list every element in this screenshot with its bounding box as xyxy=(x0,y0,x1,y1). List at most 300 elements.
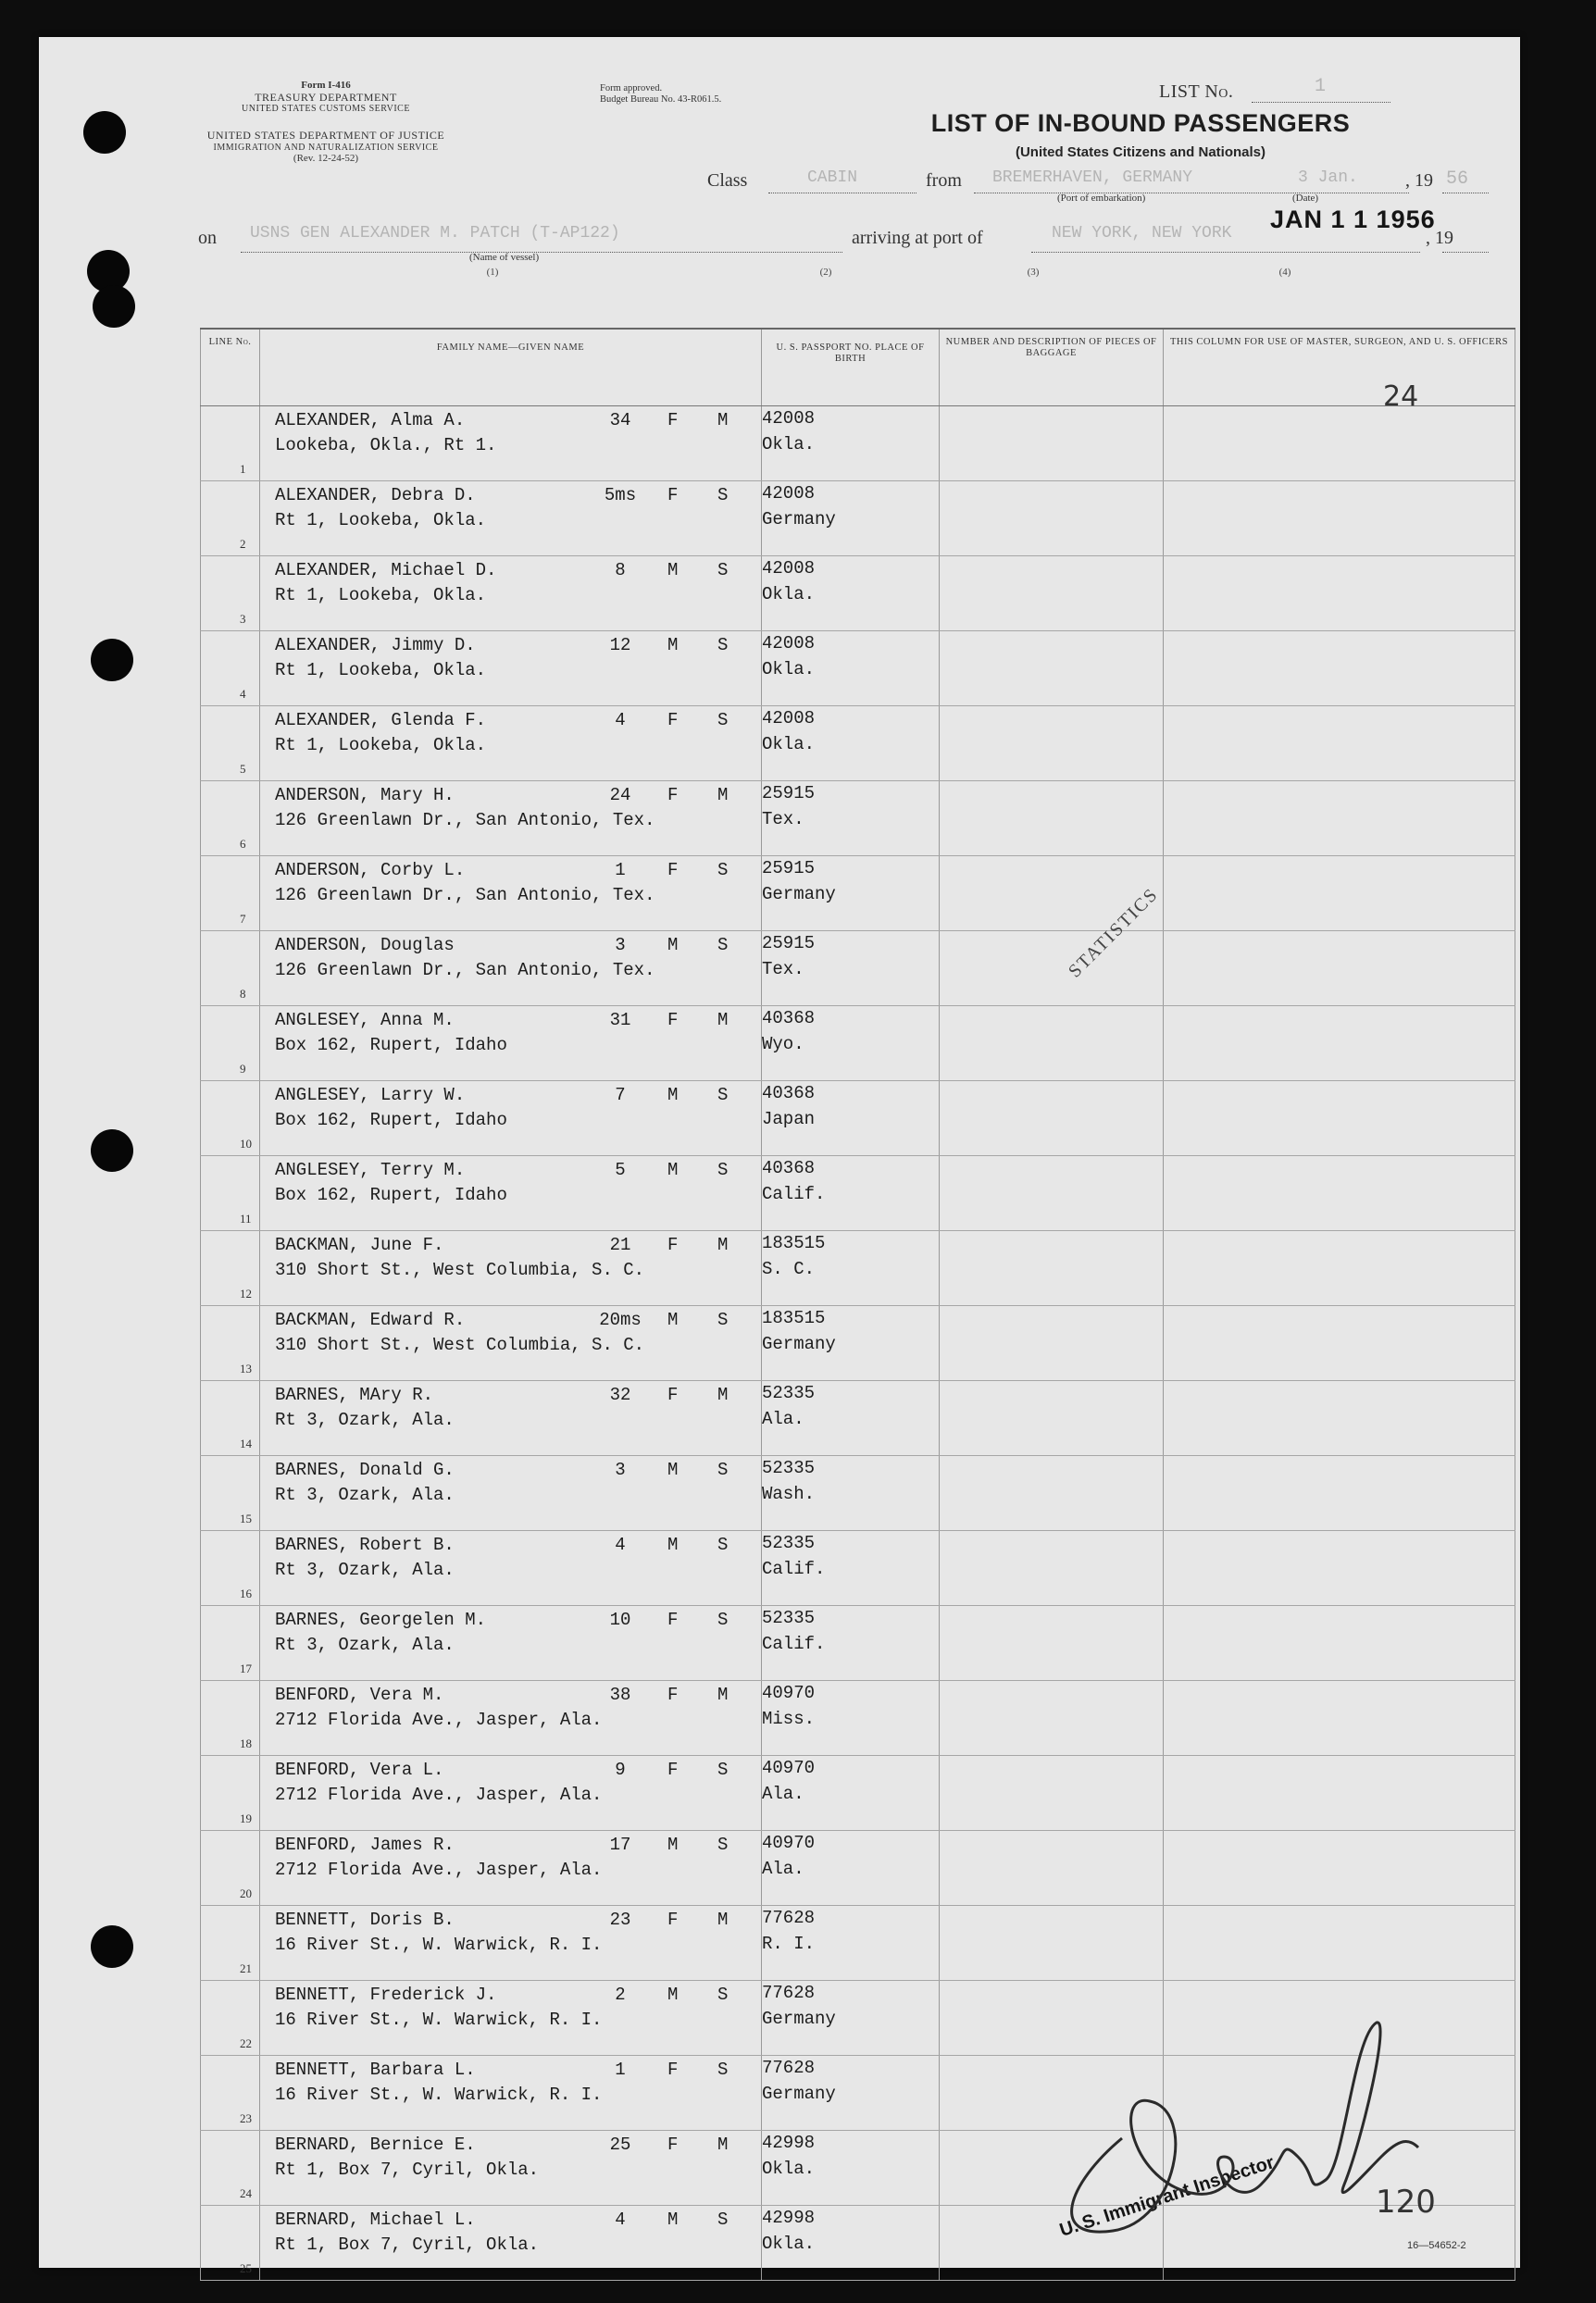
line-number-cell xyxy=(201,1906,260,1981)
line-number-cell xyxy=(201,2056,260,2131)
passenger-address: Rt 3, Ozark, Ala. xyxy=(275,1410,455,1430)
passport-number: 40970 xyxy=(762,1758,816,1778)
line-number-cell xyxy=(201,1756,260,1831)
officers-cell xyxy=(1164,631,1515,706)
passenger-name: ALEXANDER, Glenda F. xyxy=(275,710,487,730)
passport-number: 25915 xyxy=(762,933,816,953)
passenger-address: Box 162, Rupert, Idaho xyxy=(275,1035,507,1055)
name-cell xyxy=(260,1006,762,1081)
passport-cell xyxy=(762,481,940,556)
line-number-cell xyxy=(201,1681,260,1756)
page-subtitle: (United States Citizens and Nationals) xyxy=(1015,144,1266,160)
birthplace: Okla. xyxy=(762,2158,816,2179)
on-label: on xyxy=(198,228,217,248)
line-number-cell xyxy=(201,706,260,781)
line-number-cell xyxy=(201,2131,260,2206)
birthplace: Tex. xyxy=(762,808,804,829)
passport-number: 52335 xyxy=(762,1608,816,1628)
officers-cell xyxy=(1164,1606,1515,1681)
form-code: 16—54652-2 xyxy=(1407,2240,1466,2251)
passenger-sex: F xyxy=(667,1610,679,1630)
passenger-age: 10 xyxy=(609,1610,631,1630)
passenger-age: 21 xyxy=(609,1235,631,1255)
table-row xyxy=(201,406,1515,481)
passport-cell xyxy=(762,406,940,481)
line-number: 1 xyxy=(240,462,246,476)
passport-number: 40970 xyxy=(762,1833,816,1853)
baggage-cell xyxy=(940,556,1164,631)
passenger-sex: F xyxy=(667,860,679,880)
line-number: 16 xyxy=(240,1587,252,1600)
officers-cell xyxy=(1164,1906,1515,1981)
baggage-cell xyxy=(940,1306,1164,1381)
name-cell xyxy=(260,1906,762,1981)
line-number: 15 xyxy=(240,1512,252,1525)
passport-number: 42008 xyxy=(762,408,816,429)
class-value: CABIN xyxy=(807,168,858,187)
passenger-sex: M xyxy=(667,1310,679,1330)
officers-cell xyxy=(1164,481,1515,556)
port-embarkation-caption: (Port of embarkation) xyxy=(1057,193,1146,204)
baggage-cell xyxy=(940,1456,1164,1531)
passport-cell xyxy=(762,931,940,1006)
line-number-cell xyxy=(201,1456,260,1531)
passport-number: 42998 xyxy=(762,2133,816,2153)
passenger-name: ALEXANDER, Alma A. xyxy=(275,410,466,430)
name-cell xyxy=(260,1531,762,1606)
column-caption-2: (2) xyxy=(819,267,832,278)
passenger-sex: F xyxy=(667,410,679,430)
passenger-age: 9 xyxy=(615,1760,626,1780)
line-number-cell xyxy=(201,1831,260,1906)
passenger-name: ALEXANDER, Debra D. xyxy=(275,485,476,505)
line-number: 3 xyxy=(240,612,246,626)
passenger-sex: F xyxy=(667,1760,679,1780)
passenger-name: ANDERSON, Mary H. xyxy=(275,785,455,805)
arriving-label: arriving at port of xyxy=(852,228,983,248)
name-cell xyxy=(260,556,762,631)
punch-hole-6 xyxy=(91,1925,133,1968)
justice-block xyxy=(178,130,474,165)
line-number: 19 xyxy=(240,1811,252,1825)
name-cell xyxy=(260,1456,762,1531)
passport-cell xyxy=(762,2056,940,2131)
arrival-port: NEW YORK, NEW YORK xyxy=(1052,224,1232,243)
passenger-sex: M xyxy=(667,560,679,580)
passenger-age: 31 xyxy=(609,1010,631,1030)
birthplace: S. C. xyxy=(762,1258,816,1279)
passenger-age: 3 xyxy=(615,1460,626,1480)
birthplace: Calif. xyxy=(762,1558,826,1579)
table-row xyxy=(201,1531,1515,1606)
passenger-marital: S xyxy=(717,1610,729,1630)
passenger-address: Rt 1, Lookeba, Okla. xyxy=(275,510,487,530)
birthplace: Ala. xyxy=(762,1408,804,1429)
passenger-name: BENNETT, Frederick J. xyxy=(275,1985,497,2005)
passenger-sex: M xyxy=(667,635,679,655)
line-number: 10 xyxy=(240,1137,252,1151)
passenger-address: Rt 3, Ozark, Ala. xyxy=(275,1560,455,1580)
officers-cell xyxy=(1164,781,1515,856)
passenger-address: 310 Short St., West Columbia, S. C. xyxy=(275,1335,645,1355)
passenger-name: BERNARD, Bernice E. xyxy=(275,2135,476,2155)
passport-number: 52335 xyxy=(762,1533,816,1553)
passenger-address: Rt 3, Ozark, Ala. xyxy=(275,1485,455,1505)
table-row xyxy=(201,1006,1515,1081)
line-number-cell xyxy=(201,1981,260,2056)
passenger-marital: S xyxy=(717,710,729,730)
inspector-stamp: U. S. Immigrant Inspector xyxy=(1057,2152,1278,2241)
table-row xyxy=(201,1456,1515,1531)
passenger-name: ANGLESEY, Terry M. xyxy=(275,1160,466,1180)
name-cell xyxy=(260,481,762,556)
passenger-sex: F xyxy=(667,1910,679,1930)
passenger-sex: M xyxy=(667,935,679,955)
passenger-marital: M xyxy=(717,1910,729,1930)
table-row xyxy=(201,1306,1515,1381)
passport-number: 42008 xyxy=(762,483,816,504)
passport-cell xyxy=(762,1231,940,1306)
baggage-cell xyxy=(940,1381,1164,1456)
line-number-cell xyxy=(201,1531,260,1606)
passenger-marital: S xyxy=(717,560,729,580)
table-row xyxy=(201,1831,1515,1906)
line-number-cell xyxy=(201,931,260,1006)
officers-cell xyxy=(1164,406,1515,481)
punch-hole-5 xyxy=(91,1129,133,1172)
passport-cell xyxy=(762,1381,940,1456)
line-number: 7 xyxy=(240,912,246,926)
passport-cell xyxy=(762,1306,940,1381)
passenger-sex: F xyxy=(667,485,679,505)
passenger-age: 4 xyxy=(615,1535,626,1555)
table-header-row xyxy=(201,329,1515,406)
list-no-value: 1 xyxy=(1315,76,1327,97)
officers-cell xyxy=(1164,1831,1515,1906)
passenger-sex: M xyxy=(667,1535,679,1555)
passport-cell xyxy=(762,706,940,781)
punch-hole-1 xyxy=(83,111,126,154)
birthplace: Okla. xyxy=(762,733,816,754)
name-cell xyxy=(260,2206,762,2281)
name-cell xyxy=(260,1756,762,1831)
passenger-sex: F xyxy=(667,1685,679,1705)
passenger-address: Box 162, Rupert, Idaho xyxy=(275,1185,507,1205)
table-row xyxy=(201,856,1515,931)
passenger-name: ALEXANDER, Michael D. xyxy=(275,560,497,580)
line-number-cell xyxy=(201,1231,260,1306)
passport-number: 52335 xyxy=(762,1458,816,1478)
birthplace: Calif. xyxy=(762,1633,826,1654)
table-row xyxy=(201,931,1515,1006)
vessel-line xyxy=(241,252,842,253)
passenger-name: BERNARD, Michael L. xyxy=(275,2210,476,2230)
passport-cell xyxy=(762,1081,940,1156)
from-label: from xyxy=(926,170,962,191)
passenger-sex: M xyxy=(667,1460,679,1480)
line-number: 17 xyxy=(240,1662,252,1675)
passport-cell xyxy=(762,781,940,856)
table-row xyxy=(201,631,1515,706)
passenger-age: 8 xyxy=(615,560,626,580)
line-number: 12 xyxy=(240,1287,252,1301)
baggage-cell xyxy=(940,1081,1164,1156)
line-number-cell xyxy=(201,1381,260,1456)
passenger-sex: F xyxy=(667,1010,679,1030)
passenger-marital: S xyxy=(717,1085,729,1105)
line-number: 23 xyxy=(240,2111,252,2125)
from-value: BREMERHAVEN, GERMANY xyxy=(992,168,1193,187)
table-row xyxy=(201,1606,1515,1681)
line-number: 18 xyxy=(240,1737,252,1750)
vessel-name: USNS GEN ALEXANDER M. PATCH (T-AP122) xyxy=(250,224,620,243)
dept-justice: UNITED STATES DEPARTMENT OF JUSTICE xyxy=(206,129,445,142)
passenger-address: 16 River St., W. Warwick, R. I. xyxy=(275,1935,603,1955)
baggage-cell xyxy=(940,781,1164,856)
line-number: 2 xyxy=(240,537,246,551)
passenger-name: ANGLESEY, Larry W. xyxy=(275,1085,466,1105)
vessel-caption: (Name of vessel) xyxy=(469,252,540,263)
passenger-age: 5ms xyxy=(604,485,637,505)
passenger-sex: M xyxy=(667,1085,679,1105)
officers-cell xyxy=(1164,1006,1515,1081)
passport-number: 25915 xyxy=(762,783,816,803)
name-cell xyxy=(260,1381,762,1456)
line-number-cell xyxy=(201,1156,260,1231)
name-cell xyxy=(260,2131,762,2206)
line-number-cell xyxy=(201,1606,260,1681)
passport-number: 40368 xyxy=(762,1008,816,1028)
header-passport: U. S. PASSPORT NO. PLACE OF BIRTH xyxy=(762,329,940,406)
name-cell xyxy=(260,1156,762,1231)
passenger-address: 126 Greenlawn Dr., San Antonio, Tex. xyxy=(275,960,655,980)
passenger-marital: M xyxy=(717,1010,729,1030)
passport-cell xyxy=(762,1831,940,1906)
passenger-address: 2712 Florida Ave., Jasper, Ala. xyxy=(275,1785,603,1805)
passenger-name: BENNETT, Barbara L. xyxy=(275,2060,476,2080)
line-number-cell xyxy=(201,1081,260,1156)
name-cell xyxy=(260,1306,762,1381)
passenger-age: 5 xyxy=(615,1160,626,1180)
passenger-sex: F xyxy=(667,710,679,730)
inspector-number: 120 xyxy=(1376,2184,1436,2221)
passenger-marital: S xyxy=(717,2060,729,2080)
name-cell xyxy=(260,2056,762,2131)
column-caption-1: (1) xyxy=(486,267,499,278)
from-year: 56 xyxy=(1446,168,1469,190)
passenger-marital: S xyxy=(717,1760,729,1780)
passenger-marital: S xyxy=(717,1985,729,2005)
name-cell xyxy=(260,706,762,781)
birthplace: Tex. xyxy=(762,958,804,979)
birthplace: Calif. xyxy=(762,1183,826,1204)
approval-block xyxy=(600,83,721,106)
line-number-cell xyxy=(201,1306,260,1381)
passenger-marital: M xyxy=(717,785,729,805)
line-number-cell xyxy=(201,556,260,631)
birthplace: Ala. xyxy=(762,1858,804,1879)
birthplace: R. I. xyxy=(762,1933,816,1954)
passenger-name: BACKMAN, June F. xyxy=(275,1235,444,1255)
passenger-sex: F xyxy=(667,2135,679,2155)
officers-cell xyxy=(1164,1681,1515,1756)
punch-hole-4 xyxy=(91,639,133,681)
passenger-name: ANGLESEY, Anna M. xyxy=(275,1010,455,1030)
line-number-cell xyxy=(201,2206,260,2281)
passenger-age: 7 xyxy=(615,1085,626,1105)
header-officers: THIS COLUMN FOR USE OF MASTER, SURGEON, AND U. S. OFFICERS xyxy=(1164,329,1515,406)
table-row xyxy=(201,1906,1515,1981)
passenger-address: Rt 3, Ozark, Ala. xyxy=(275,1635,455,1655)
birthplace: Okla. xyxy=(762,583,816,604)
passenger-address: Rt 1, Box 7, Cyril, Okla. xyxy=(275,2160,540,2180)
birthplace: Wash. xyxy=(762,1483,816,1504)
birthplace: Germany xyxy=(762,1333,836,1354)
from-year-prefix: , 19 xyxy=(1405,170,1433,191)
birthplace: Germany xyxy=(762,883,836,904)
passenger-address: 126 Greenlawn Dr., San Antonio, Tex. xyxy=(275,885,655,905)
passport-cell xyxy=(762,1606,940,1681)
table-row xyxy=(201,481,1515,556)
passenger-address: Lookeba, Okla., Rt 1. xyxy=(275,435,497,455)
passenger-marital: S xyxy=(717,1460,729,1480)
baggage-cell xyxy=(940,1006,1164,1081)
officers-cell xyxy=(1164,1081,1515,1156)
inspector-signature xyxy=(1011,1999,1437,2259)
passenger-marital: S xyxy=(717,935,729,955)
passport-number: 42008 xyxy=(762,558,816,579)
passenger-sex: M xyxy=(667,1835,679,1855)
birthplace: Japan xyxy=(762,1108,816,1129)
header-name: FAMILY NAME—GIVEN NAME xyxy=(260,329,762,406)
officers-cell xyxy=(1164,1531,1515,1606)
passenger-address: Rt 1, Lookeba, Okla. xyxy=(275,735,487,755)
arrival-date-stamp: JAN 1 1 1956 xyxy=(1270,205,1436,233)
passenger-address: 126 Greenlawn Dr., San Antonio, Tex. xyxy=(275,810,655,830)
passenger-address: Rt 1, Box 7, Cyril, Okla. xyxy=(275,2235,540,2255)
passenger-address: 16 River St., W. Warwick, R. I. xyxy=(275,2085,603,2105)
agency-block xyxy=(182,80,469,115)
officers-cell xyxy=(1164,1156,1515,1231)
table-row xyxy=(201,556,1515,631)
passport-number: 77628 xyxy=(762,2058,816,2078)
officers-cell xyxy=(1164,1456,1515,1531)
birthplace: Okla. xyxy=(762,658,816,679)
officers-cell xyxy=(1164,1306,1515,1381)
passenger-address: Rt 1, Lookeba, Okla. xyxy=(275,585,487,605)
statistics-stamp: STATISTICS xyxy=(1065,883,1163,982)
arrival-year-line xyxy=(1442,252,1489,253)
line-number-cell xyxy=(201,1006,260,1081)
passenger-age: 1 xyxy=(615,860,626,880)
from-date: 3 Jan. xyxy=(1298,168,1358,187)
name-cell xyxy=(260,406,762,481)
line-number: 5 xyxy=(240,762,246,776)
line-number: 8 xyxy=(240,987,246,1001)
officers-cell xyxy=(1164,931,1515,1006)
baggage-cell xyxy=(940,631,1164,706)
passenger-age: 34 xyxy=(609,410,631,430)
line-number: 25 xyxy=(240,2261,252,2275)
passenger-marital: M xyxy=(717,2135,729,2155)
table-row xyxy=(201,781,1515,856)
passenger-marital: S xyxy=(717,485,729,505)
passenger-marital: M xyxy=(717,1685,729,1705)
passenger-name: BARNES, MAry R. xyxy=(275,1385,434,1405)
line-number: 6 xyxy=(240,837,246,851)
passenger-sex: F xyxy=(667,785,679,805)
passenger-age: 20ms xyxy=(599,1310,642,1330)
passenger-name: BARNES, Georgelen M. xyxy=(275,1610,487,1630)
list-no-label: LIST No. xyxy=(1159,81,1234,102)
passport-cell xyxy=(762,1981,940,2056)
list-no-line xyxy=(1252,102,1390,103)
passenger-name: BACKMAN, Edward R. xyxy=(275,1310,466,1330)
name-cell xyxy=(260,1081,762,1156)
baggage-cell xyxy=(940,481,1164,556)
line-number-cell xyxy=(201,481,260,556)
passport-number: 77628 xyxy=(762,1908,816,1928)
baggage-cell xyxy=(940,1756,1164,1831)
name-cell xyxy=(260,631,762,706)
birthplace: Okla. xyxy=(762,2233,816,2254)
line-number-cell xyxy=(201,856,260,931)
passenger-table xyxy=(200,328,1515,2281)
passenger-name: ALEXANDER, Jimmy D. xyxy=(275,635,476,655)
form-revision: (Rev. 12-24-52) xyxy=(293,153,359,165)
birthplace: Miss. xyxy=(762,1708,816,1729)
passenger-age: 32 xyxy=(609,1385,631,1405)
baggage-cell xyxy=(940,706,1164,781)
table-row xyxy=(201,1081,1515,1156)
form-number: Form I-416 xyxy=(301,80,351,91)
table-row xyxy=(201,1381,1515,1456)
baggage-cell xyxy=(940,1906,1164,1981)
officers-cell xyxy=(1164,856,1515,931)
passenger-sex: F xyxy=(667,2060,679,2080)
column-caption-4: (4) xyxy=(1278,267,1291,278)
header-baggage: NUMBER AND DESCRIPTION OF PIECES OF BAGGAGE xyxy=(940,329,1164,406)
table-row xyxy=(201,1681,1515,1756)
passenger-age: 17 xyxy=(609,1835,631,1855)
passenger-name: ANDERSON, Corby L. xyxy=(275,860,466,880)
passenger-age: 38 xyxy=(609,1685,631,1705)
baggage-cell xyxy=(940,1156,1164,1231)
passenger-marital: M xyxy=(717,1235,729,1255)
passport-number: 77628 xyxy=(762,1983,816,2003)
passenger-sex: M xyxy=(667,1985,679,2005)
birthplace: Ala. xyxy=(762,1783,804,1804)
passenger-name: BENFORD, Vera L. xyxy=(275,1760,444,1780)
customs-service: UNITED STATES CUSTOMS SERVICE xyxy=(242,104,410,115)
passenger-name: BENFORD, James R. xyxy=(275,1835,455,1855)
line-number: 9 xyxy=(240,1062,246,1076)
officers-cell xyxy=(1164,556,1515,631)
passenger-address: Box 162, Rupert, Idaho xyxy=(275,1110,507,1130)
line-number: 22 xyxy=(240,2036,252,2050)
table-row xyxy=(201,1231,1515,1306)
passenger-age: 23 xyxy=(609,1910,631,1930)
form-approved: Form approved. xyxy=(600,83,663,93)
passport-cell xyxy=(762,1456,940,1531)
passenger-age: 2 xyxy=(615,1985,626,2005)
baggage-cell xyxy=(940,1231,1164,1306)
passenger-age: 3 xyxy=(615,935,626,955)
passenger-sex: M xyxy=(667,2210,679,2230)
passport-number: 40368 xyxy=(762,1158,816,1178)
passenger-marital: S xyxy=(717,1835,729,1855)
name-cell xyxy=(260,1606,762,1681)
